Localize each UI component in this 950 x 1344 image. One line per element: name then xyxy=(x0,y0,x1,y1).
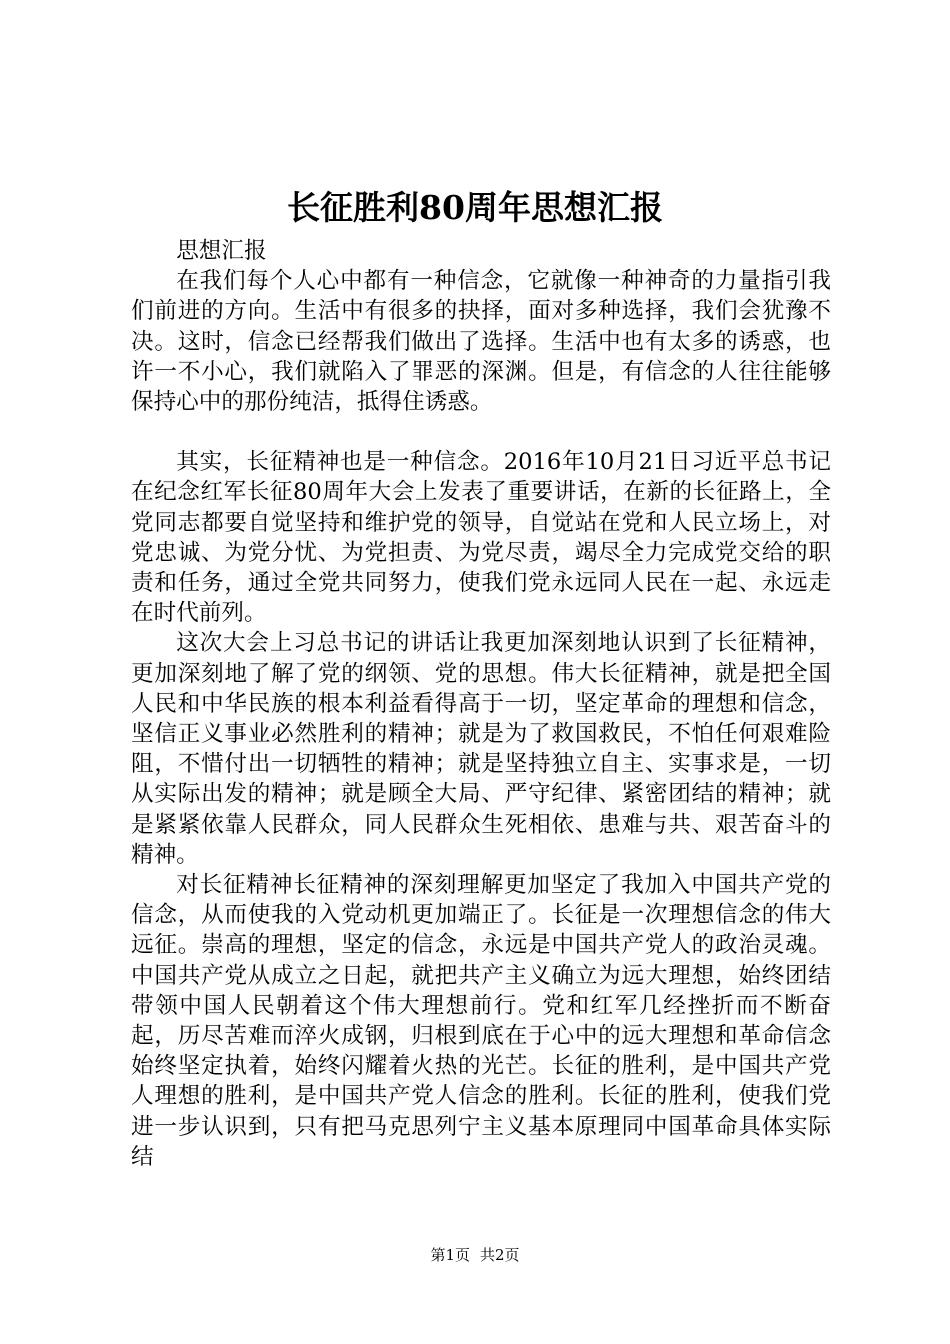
page-footer xyxy=(0,1245,950,1265)
paragraph-4: 对长征精神长征精神的深刻理解更加坚定了我加入中国共产党的信念，从而使我的入党动机更加端正了。长征是一次理想信念的伟大远征。崇高的理想，坚定的信念，永远是中国共产党人的政治灵魂。中国共产党从成立之日起，就把共产主义确立为远大理想，始终团结带领中国人民朝着这个伟大理想前行。党和红军几经挫折而不断奋起，历尽苦难而淬火成钢，归根到底在于心中的远大理想和革命信念始终坚定执着，始终闪耀着火热的光芒。长征的胜利，是中国共产党人理想的胜利，是中国共产党人信念的胜利。长征的胜利，使我们党进一步认识到，只有把马克思列宁主义基本原理同中国革命具体实际结 xyxy=(131,872,831,1170)
page-total: 共2页 xyxy=(480,1246,520,1264)
document-body xyxy=(131,236,831,1172)
section-heading: 思想汇报 xyxy=(176,238,267,264)
document-title: 长征胜利80周年思想汇报 xyxy=(287,188,663,227)
paragraph-1: 在我们每个人心中都有一种信念，它就像一种神奇的力量指引我们前进的方向。生活中有很多的抉择，面对多种选择，我们会犹豫不决。这时，信念已经帮我们做出了选择。生活中也有太多的诱惑，也许一不小心，我们就陷入了罪恶的深渊。但是，有信念的人往往能够保持心中的那份纯洁，抵得住诱惑。 xyxy=(131,268,831,416)
paragraph-2: 其实，长征精神也是一种信念。2016年10月21日习近平总书记在纪念红军长征80周年大会上发表了重要讲话，在新的长征路上，全党同志都要自觉坚持和维护党的领导，自觉站在党和人民立场上，对党忠诚、为党分忧、为党担责、为党尽责，竭尽全力完成党交给的职责和任务，通过全党共同努力，使我们党永远同人民在一起、永远走在时代前列。 xyxy=(131,449,831,627)
page-number: 第1页 xyxy=(430,1246,470,1264)
paragraph-3: 这次大会上习总书记的讲话让我更加深刻地认识到了长征精神，更加深刻地了解了党的纲领、党的思想。伟大长征精神，就是把全国人民和中华民族的根本利益看得高于一切，坚定革命的理想和信念，坚信正义事业必然胜利的精神；就是为了救国救民，不怕任何艰难险阻，不惜付出一切牺牲的精神；就是坚持独立自主、实事求是，一切从实际出发的精神；就是顾全大局、严守纪律、紧密团结的精神；就是紧紧依靠人民群众，同人民群众生死相依、患难与共、艰苦奋斗的精神。 xyxy=(131,630,831,868)
